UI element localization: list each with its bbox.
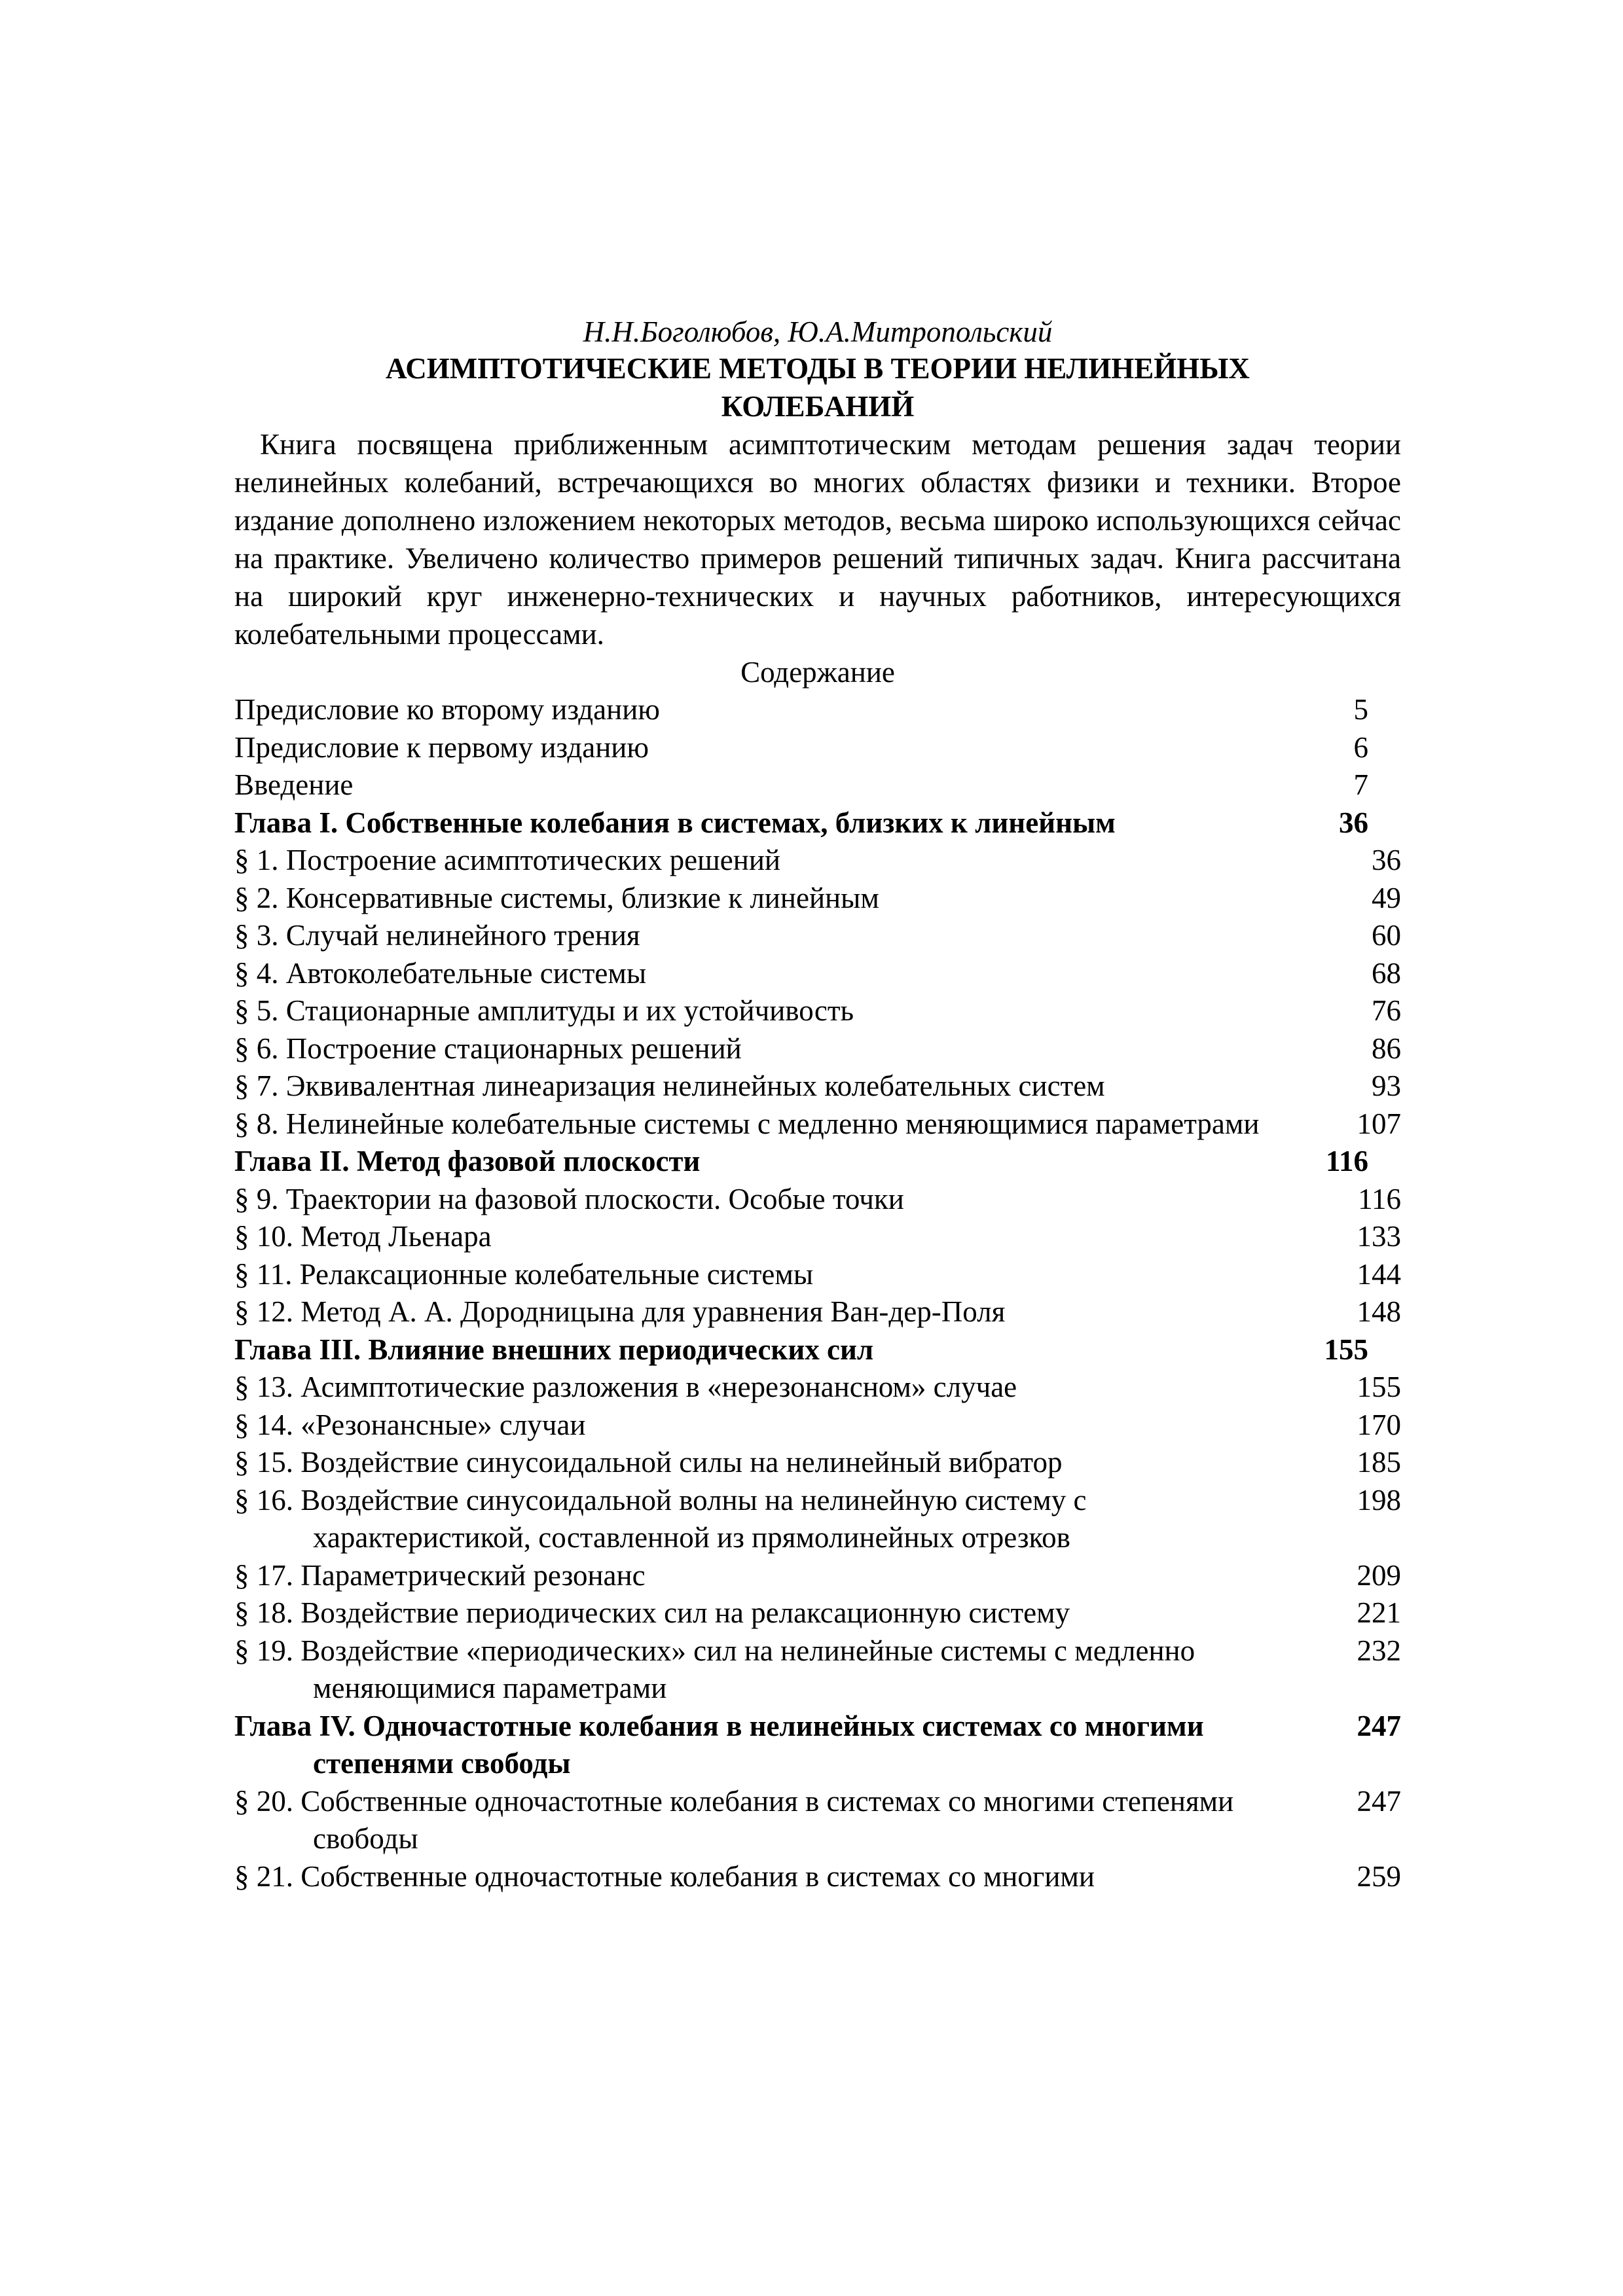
toc-entry-page: 7 [1353, 768, 1368, 801]
toc-entry-page: 116 [1358, 1182, 1401, 1215]
toc-entry [234, 1293, 1401, 1331]
toc-entry-title: Предисловие ко второму изданию [234, 693, 660, 726]
table-of-contents [234, 691, 1401, 1895]
toc-entry [234, 1218, 1401, 1256]
toc-entry [234, 1067, 1401, 1105]
toc-entry [234, 880, 1401, 918]
toc-entry [234, 1632, 1401, 1708]
toc-entry [234, 1858, 1401, 1896]
toc-entry [234, 691, 1401, 729]
toc-entry-page: 76 [1372, 994, 1401, 1027]
toc-entry [234, 1783, 1401, 1858]
toc-entry-page: 198 [1357, 1483, 1401, 1516]
toc-entry-page: 155 [1357, 1371, 1401, 1403]
toc-entry-page: 170 [1357, 1408, 1401, 1441]
toc-entry-title: § 15. Воздействие синусоидальной силы на нелинейный вибратор [234, 1446, 1063, 1479]
toc-entry [234, 1369, 1401, 1407]
toc-entry-page: 259 [1357, 1859, 1401, 1893]
toc-entry-page: 221 [1357, 1596, 1401, 1629]
book-title-line-2: КОЛЕБАНИЙ [721, 390, 915, 423]
authors: Н.Н.Боголюбов, Ю.А.Митропольский [583, 315, 1053, 348]
toc-entry-page: 36 [1339, 806, 1368, 839]
toc-entry-page: 247 [1357, 1784, 1401, 1818]
toc-entry-title: Глава IV. Одночастотные колебания в нелинейных системах со многими степенями свободы [234, 1709, 1204, 1780]
toc-entry-title: § 10. Метод Льенара [234, 1220, 492, 1253]
toc-entry-title: § 12. Метод А. А. Дородницына для уравнения Ван-дер-Поля [234, 1295, 1006, 1328]
toc-entry-title: § 9. Траектории на фазовой плоскости. Особые точки [234, 1182, 904, 1215]
toc-entry-title: § 19. Воздействие «периодических» сил на нелинейные системы с медленно меняющимися параметрами [234, 1634, 1195, 1704]
toc-entry-page: 36 [1372, 844, 1401, 876]
toc-entry-title: § 20. Собственные одночастотные колебания в системах со многими степенями свободы [234, 1784, 1234, 1855]
toc-entry-title: Введение [234, 768, 354, 801]
toc-entry-page: 232 [1357, 1634, 1401, 1667]
toc-chapter [234, 1143, 1401, 1181]
toc-entry-page: 49 [1372, 881, 1401, 914]
toc-entry-title: § 5. Стационарные амплитуды и их устойчивость [234, 994, 854, 1027]
toc-entry-title: § 7. Эквивалентная линеаризация нелинейных колебательных систем [234, 1069, 1105, 1102]
toc-entry [234, 842, 1401, 880]
toc-entry [234, 1256, 1401, 1294]
toc-entry-page: 93 [1372, 1069, 1401, 1102]
book-title-line-1: АСИМПТОТИЧЕСКИЕ МЕТОДЫ В ТЕОРИИ НЕЛИНЕЙНЫХ [386, 352, 1250, 385]
toc-entry-title: § 11. Релаксационные колебательные системы [234, 1257, 814, 1291]
abstract: Книга посвящена приближенным асимптотическим методам решения задач теории нелинейных колебаний, встречающихся во многих областях физики и техники. Второе издание дополнено изложением некоторых методов, весьма широко использующихся сейчас на практике. Увеличено количество примеров решений типичных задач. Книга рассчитана на широкий круг инженерно-технических и научных работников, интересующихся колебательными процессами. [234, 428, 1401, 651]
toc-entry-title: § 3. Случай нелинейного трения [234, 919, 640, 952]
toc-entry-title: § 8. Нелинейные колебательные системы с медленно меняющимися параметрами [234, 1107, 1260, 1140]
toc-entry [234, 1444, 1401, 1482]
toc-entry-title: § 17. Параметрический резонанс [234, 1558, 646, 1592]
toc-entry-page: 144 [1357, 1257, 1401, 1291]
toc-entry-title: Глава I. Собственные колебания в системах, близких к линейным [234, 806, 1116, 839]
toc-entry-title: § 2. Консервативные системы, близкие к линейным [234, 881, 879, 914]
toc-entry [234, 766, 1401, 804]
toc-entry [234, 1105, 1401, 1143]
toc-entry-title: § 14. «Резонансные» случаи [234, 1408, 586, 1441]
toc-entry-page: 86 [1372, 1031, 1401, 1065]
toc-entry [234, 1482, 1401, 1557]
toc-entry-title: § 4. Автоколебательные системы [234, 956, 647, 990]
toc-entry-page: 148 [1357, 1295, 1401, 1328]
toc-entry-page: 60 [1372, 919, 1401, 952]
toc-chapter [234, 1331, 1401, 1369]
toc-entry-page: 185 [1357, 1446, 1401, 1479]
toc-entry-page: 209 [1357, 1558, 1401, 1592]
toc-chapter [234, 804, 1401, 842]
toc-entry [234, 1594, 1401, 1632]
toc-entry [234, 729, 1401, 767]
toc-entry-page: 116 [1325, 1145, 1368, 1177]
toc-entry-page: 247 [1357, 1709, 1401, 1742]
toc-entry [234, 1407, 1401, 1444]
toc-entry [234, 955, 1401, 993]
toc-entry-page: 155 [1324, 1333, 1368, 1366]
toc-entry-page: 133 [1357, 1220, 1401, 1253]
toc-entry-title: § 6. Построение стационарных решений [234, 1031, 742, 1065]
toc-entry [234, 1557, 1401, 1595]
toc-entry-title: § 13. Асимптотические разложения в «нерезонансном» случае [234, 1371, 1017, 1403]
toc-entry [234, 992, 1401, 1030]
contents-heading: Содержание [740, 656, 895, 689]
toc-entry [234, 1030, 1401, 1068]
toc-entry-title: Глава II. Метод фазовой плоскости [234, 1145, 701, 1177]
document-page [234, 314, 1401, 1895]
toc-entry-page: 6 [1353, 730, 1368, 764]
toc-entry-title: § 1. Построение асимптотических решений [234, 844, 781, 876]
toc-entry-page: 68 [1372, 956, 1401, 990]
toc-entry-title: Глава III. Влияние внешних периодических сил [234, 1333, 874, 1366]
toc-entry-page: 5 [1353, 693, 1368, 726]
toc-entry-title: Предисловие к первому изданию [234, 730, 649, 764]
toc-entry [234, 1181, 1401, 1219]
toc-entry-title: § 21. Собственные одночастотные колебания в системах со многими [234, 1859, 1095, 1893]
toc-entry-title: § 18. Воздействие периодических сил на релаксационную систему [234, 1596, 1070, 1629]
toc-entry-page: 107 [1357, 1107, 1401, 1140]
toc-entry-title: § 16. Воздействие синусоидальной волны на нелинейную систему с характеристикой, составленной из прямолинейных отрезков [234, 1483, 1087, 1554]
toc-entry [234, 917, 1401, 955]
toc-chapter [234, 1708, 1401, 1783]
